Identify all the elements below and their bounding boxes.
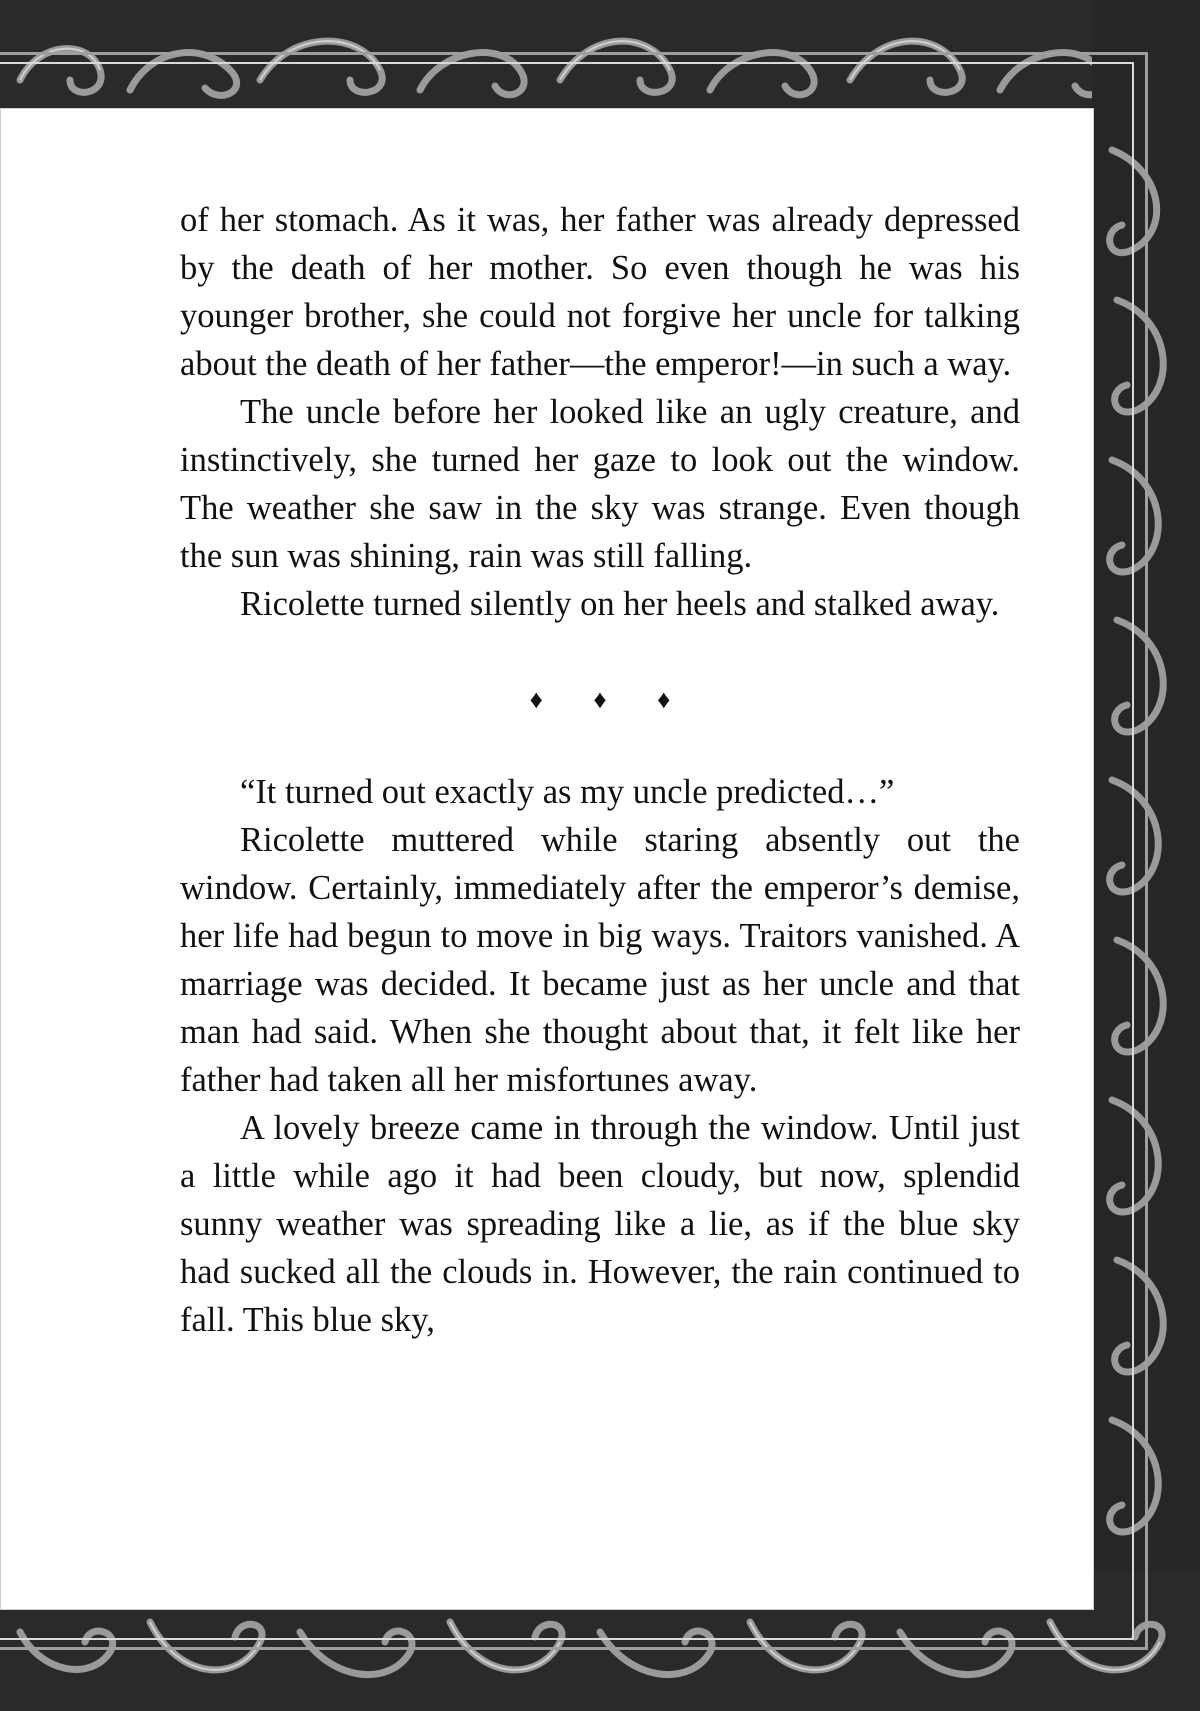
paragraph: A lovely breeze came in through the window. Until just a little while ago it had been cloudy, but now, splendid sunny weather was spreading like a lie, as if the blue sky had sucked all the clouds in. However, the rain continued to fall. This blue sky,: [180, 1109, 1020, 1339]
paragraph: “It turned out exactly as my uncle predicted…”: [240, 773, 895, 811]
ornamental-border-right: [1092, 0, 1200, 1711]
scroll-ornament-top-icon: [0, 0, 1200, 118]
body-text: [180, 196, 1020, 1344]
paragraph: The uncle before her looked like an ugly creature, and instinctively, she turned her gaze to look out the window. The weather she saw in the sky was strange. Even though the sun was shining, rain was still falling.: [180, 393, 1020, 575]
paragraph: Ricolette turned silently on her heels and stalked away.: [240, 585, 1000, 623]
section-break-diamonds: ♦ ♦ ♦: [529, 685, 693, 714]
ornamental-border-top: [0, 0, 1200, 118]
paragraph: Ricolette muttered while staring absently out the window. Certainly, immediately after the emperor’s demise, her life had begun to move in big ways. Traitors vanished. A marriage was decided. It became just as her uncle and that man had said. When she thought about that, it felt like her father had taken all her misfortunes away.: [180, 821, 1020, 1099]
paragraph: of her stomach. As it was, her father was already depressed by the death of her mother. So even though he was his younger brother, she could not forgive her uncle for talking about the death of her father—the emperor!—in such a way.: [180, 201, 1020, 383]
scroll-ornament-right-icon: [1092, 0, 1200, 1711]
